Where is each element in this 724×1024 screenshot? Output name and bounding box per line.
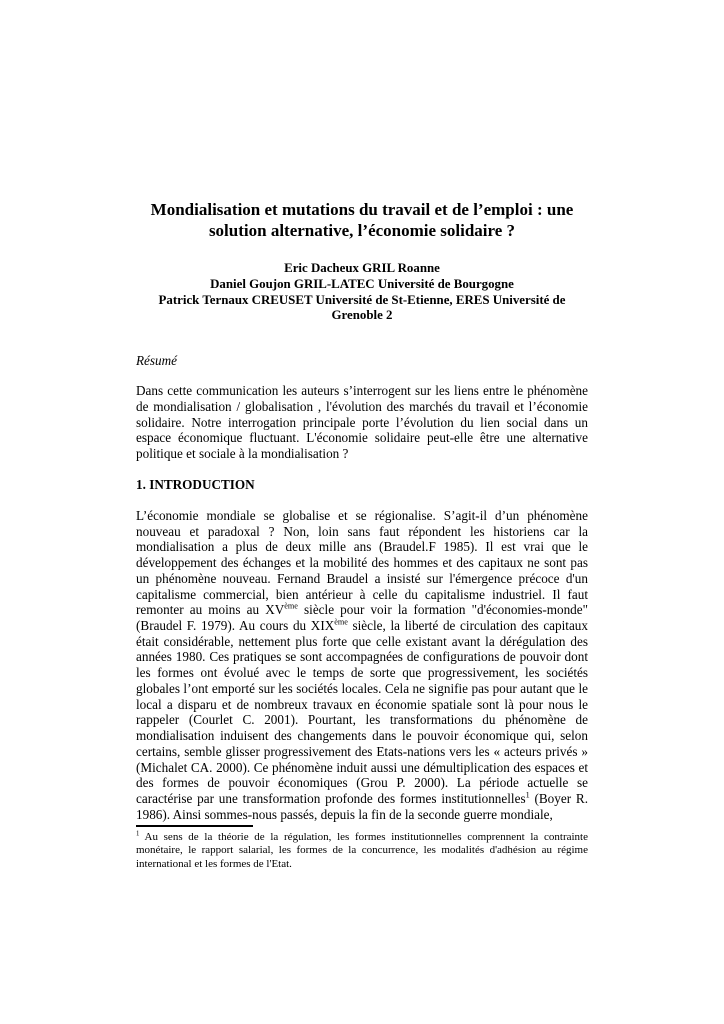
abstract-label: Résumé xyxy=(136,353,178,368)
author-line: Daniel Goujon GRIL-LATEC Université de Bourgogne xyxy=(210,276,514,291)
author-line: Eric Dacheux GRIL Roanne xyxy=(284,261,440,275)
introduction-paragraph: L’économie mondiale se globalise et se régionalise. S’agit-il d’un phénomène nouveau et paradoxal ? Non, loin sans faut répondent les historiens car la mondialisation a plus de deux mille ans (Braudel.F 1985). Il est vrai que le développement des échanges et la mobilité des hommes et des capitaux ne sont pas un phénomène nouveau. Fernand Braudel a insisté sur l'émergence précoce d'un capitalisme commercial, bien antérieur à celle du capitalisme industriel. Il faut remonter au moins au XVème siècle pour voir la formation "d'économies-monde" (Braudel F. 1979). Au cours du XIXème siècle, la liberté de circulation des capitaux était considérable, nettement plus forte que celle existant avant la dérégulation des années 1980. Ces pratiques se sont accompagnées de configurations de pouvoir dont les formes ont évolué avec le temps de sorte que progressivement, les sociétés globales l’ont emporté sur les sociétés locales. Cela ne signifie pas pour autant que le local a disparu et de nombreux travaux en économie spatiale sont là pour nous le rappeler (Courlet C. 2001). Pourtant, les transformations du phénomène de mondialisation induisent des changements dans le pouvoir économique qui, selon certains, semble glisser progressivement des Etats-nations vers les « acteurs privés » (Michalet CA. 2000). Ce phénomène induit aussi une démultiplication des espaces et des formes de pouvoir économiques (Grou P. 2000). La période actuelle se caractérise par une transformation profonde des formes institutionnelles$^1$ (Boyer R. 1986). Ainsi sommes-nous passés, depuis la fin de la seconde guerre mondiale, xyxy=(136,508,589,822)
author-block xyxy=(136,261,588,324)
footnote-separator-rule xyxy=(136,825,253,827)
paper-title: Mondialisation et mutations du travail et de l’emploi : une solution alternative, l’économie solidaire ? xyxy=(150,200,574,240)
author-line: Patrick Ternaux CREUSET Université de St-Etienne, ERES Université de Grenoble 2 xyxy=(158,292,566,323)
section-heading-introduction: 1. INTRODUCTION xyxy=(136,477,255,492)
footnote-text: $^1$ Au sens de la théorie de la régulation, les formes institutionnelles comprennent la contrainte monétaire, le rapport salarial, les formes de la concurrence, les modalités d'adhésion au régime international et les formes de l'Etat. xyxy=(136,830,588,870)
abstract-text: Dans cette communication les auteurs s’interrogent sur les liens entre le phénomène de mondialisation / globalisation , l'évolution des marchés du travail et l’économie solidaire. Notre interrogation principale porte l’évolution du lien social dans un espace économique fluctuant. L'économie solidaire peut-elle être une alternative politique et sociale à la mondialisation ? xyxy=(136,383,588,462)
